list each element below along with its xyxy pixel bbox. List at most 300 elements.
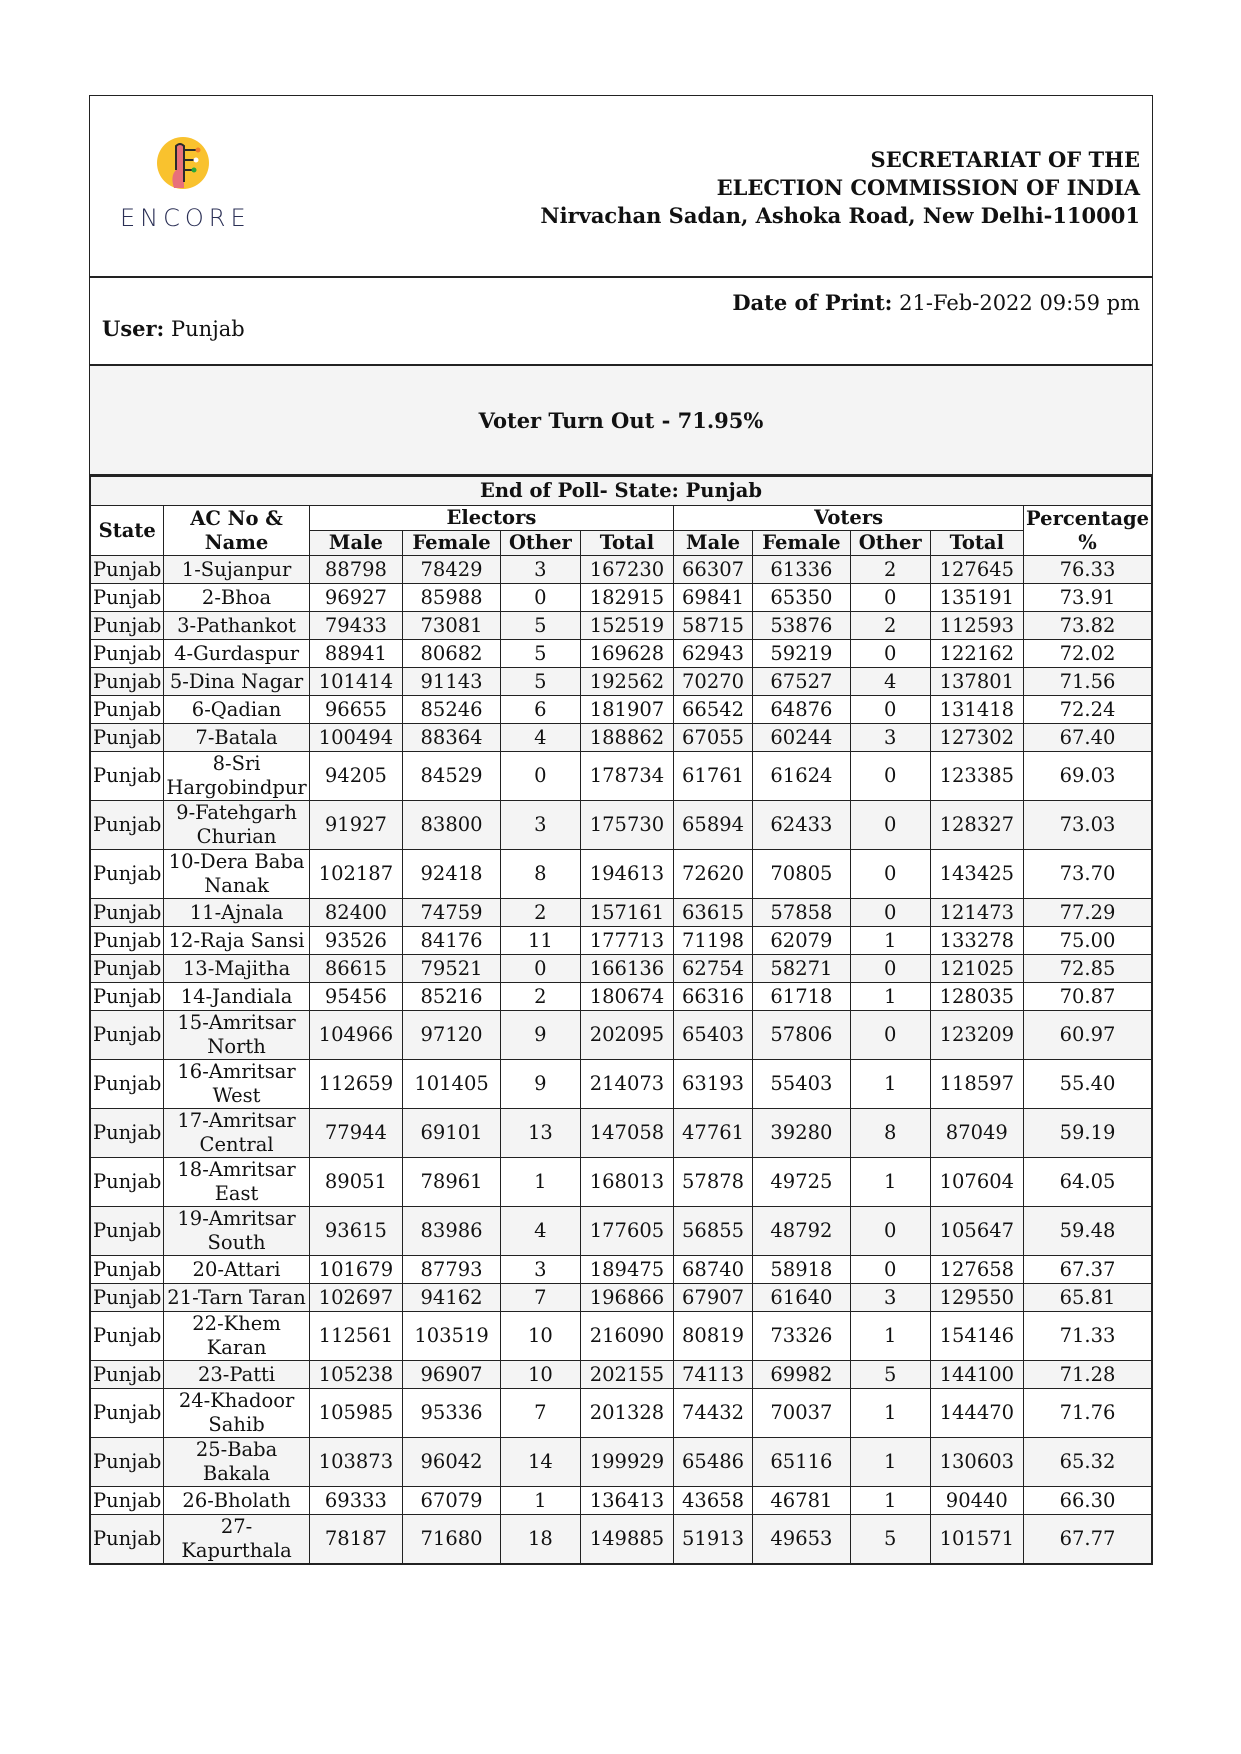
cell-electors-female: 83800 xyxy=(403,801,501,850)
print-date-label: Date of Print: xyxy=(732,290,893,315)
table-row xyxy=(91,640,1152,668)
table-row xyxy=(91,955,1152,983)
cell-voters-male: 65894 xyxy=(674,801,753,850)
table-row xyxy=(91,1256,1152,1284)
cell-ac-name: 15-Amritsar North xyxy=(164,1011,309,1060)
cell-state: Punjab xyxy=(91,724,164,752)
cell-state: Punjab xyxy=(91,899,164,927)
cell-voters-total: 101571 xyxy=(930,1515,1023,1564)
cell-voters-male: 63193 xyxy=(674,1060,753,1109)
cell-voters-other: 0 xyxy=(850,696,930,724)
cell-voters-total: 121473 xyxy=(930,899,1023,927)
cell-voters-female: 69982 xyxy=(752,1361,850,1389)
cell-voters-female: 60244 xyxy=(752,724,850,752)
cell-voters-total: 143425 xyxy=(930,850,1023,899)
table-row xyxy=(91,584,1152,612)
table-row xyxy=(91,1109,1152,1158)
cell-electors-total: 202095 xyxy=(580,1011,673,1060)
table-row xyxy=(91,983,1152,1011)
cell-electors-other: 14 xyxy=(500,1438,580,1487)
cell-electors-total: 169628 xyxy=(580,640,673,668)
cell-electors-male: 112561 xyxy=(309,1312,402,1361)
cell-voters-female: 73326 xyxy=(752,1312,850,1361)
cell-voters-male: 57878 xyxy=(674,1158,753,1207)
cell-voters-female: 49653 xyxy=(752,1515,850,1564)
cell-electors-other: 0 xyxy=(500,955,580,983)
cell-voters-other: 0 xyxy=(850,850,930,899)
cell-voters-other: 0 xyxy=(850,1011,930,1060)
cell-electors-male: 93615 xyxy=(309,1207,402,1256)
table-row xyxy=(91,1515,1152,1564)
cell-state: Punjab xyxy=(91,696,164,724)
encore-logo-icon xyxy=(156,136,210,190)
cell-percentage: 71.28 xyxy=(1024,1361,1152,1389)
cell-state: Punjab xyxy=(91,1361,164,1389)
cell-voters-male: 47761 xyxy=(674,1109,753,1158)
cell-ac-name: 23-Patti xyxy=(164,1361,309,1389)
cell-voters-female: 49725 xyxy=(752,1158,850,1207)
cell-voters-male: 56855 xyxy=(674,1207,753,1256)
cell-electors-total: 199929 xyxy=(580,1438,673,1487)
cell-electors-female: 101405 xyxy=(403,1060,501,1109)
cell-percentage: 59.48 xyxy=(1024,1207,1152,1256)
cell-electors-male: 77944 xyxy=(309,1109,402,1158)
cell-electors-male: 100494 xyxy=(309,724,402,752)
table-row xyxy=(91,899,1152,927)
cell-voters-female: 62079 xyxy=(752,927,850,955)
cell-state: Punjab xyxy=(91,801,164,850)
cell-electors-total: 214073 xyxy=(580,1060,673,1109)
cell-electors-other: 4 xyxy=(500,724,580,752)
print-date xyxy=(732,290,1140,315)
cell-ac-name: 6-Qadian xyxy=(164,696,309,724)
header-electors-female: Female xyxy=(403,531,501,556)
cell-voters-other: 3 xyxy=(850,1284,930,1312)
cell-voters-male: 70270 xyxy=(674,668,753,696)
cell-voters-male: 67055 xyxy=(674,724,753,752)
cell-state: Punjab xyxy=(91,1060,164,1109)
header-electors: Electors xyxy=(309,506,673,531)
cell-percentage: 72.02 xyxy=(1024,640,1152,668)
cell-state: Punjab xyxy=(91,752,164,801)
cell-voters-total: 130603 xyxy=(930,1438,1023,1487)
cell-voters-male: 62943 xyxy=(674,640,753,668)
cell-electors-male: 112659 xyxy=(309,1060,402,1109)
cell-percentage: 71.33 xyxy=(1024,1312,1152,1361)
cell-state: Punjab xyxy=(91,983,164,1011)
cell-ac-name: 17-Amritsar Central xyxy=(164,1109,309,1158)
cell-percentage: 73.82 xyxy=(1024,612,1152,640)
cell-voters-female: 61624 xyxy=(752,752,850,801)
cell-voters-total: 107604 xyxy=(930,1158,1023,1207)
report-frame xyxy=(89,95,1153,1565)
cell-state: Punjab xyxy=(91,1284,164,1312)
cell-ac-name: 25-Baba Bakala xyxy=(164,1438,309,1487)
cell-electors-female: 95336 xyxy=(403,1389,501,1438)
cell-electors-total: 168013 xyxy=(580,1158,673,1207)
cell-electors-other: 4 xyxy=(500,1207,580,1256)
cell-electors-other: 5 xyxy=(500,668,580,696)
cell-state: Punjab xyxy=(91,1487,164,1515)
cell-voters-total: 122162 xyxy=(930,640,1023,668)
cell-electors-female: 67079 xyxy=(403,1487,501,1515)
cell-electors-male: 96927 xyxy=(309,584,402,612)
cell-voters-total: 144470 xyxy=(930,1389,1023,1438)
cell-voters-female: 61718 xyxy=(752,983,850,1011)
cell-electors-total: 192562 xyxy=(580,668,673,696)
cell-electors-female: 78429 xyxy=(403,556,501,584)
cell-voters-female: 48792 xyxy=(752,1207,850,1256)
header-electors-total: Total xyxy=(580,531,673,556)
cell-voters-total: 127302 xyxy=(930,724,1023,752)
user-info xyxy=(102,316,245,341)
cell-percentage: 67.40 xyxy=(1024,724,1152,752)
cell-ac-name: 20-Attari xyxy=(164,1256,309,1284)
cell-electors-other: 0 xyxy=(500,584,580,612)
cell-electors-total: 175730 xyxy=(580,801,673,850)
cell-electors-total: 180674 xyxy=(580,983,673,1011)
cell-voters-other: 1 xyxy=(850,1312,930,1361)
cell-ac-name: 1-Sujanpur xyxy=(164,556,309,584)
cell-voters-male: 43658 xyxy=(674,1487,753,1515)
cell-electors-female: 85216 xyxy=(403,983,501,1011)
cell-percentage: 72.24 xyxy=(1024,696,1152,724)
cell-voters-female: 46781 xyxy=(752,1487,850,1515)
table-row xyxy=(91,1011,1152,1060)
cell-voters-male: 66307 xyxy=(674,556,753,584)
header-electors-male: Male xyxy=(309,531,402,556)
cell-electors-other: 7 xyxy=(500,1389,580,1438)
cell-state: Punjab xyxy=(91,927,164,955)
cell-ac-name: 21-Tarn Taran xyxy=(164,1284,309,1312)
logo xyxy=(120,136,250,232)
cell-ac-name: 12-Raja Sansi xyxy=(164,927,309,955)
cell-percentage: 71.76 xyxy=(1024,1389,1152,1438)
cell-ac-name: 24-Khadoor Sahib xyxy=(164,1389,309,1438)
cell-percentage: 76.33 xyxy=(1024,556,1152,584)
cell-electors-total: 166136 xyxy=(580,955,673,983)
cell-electors-male: 94205 xyxy=(309,752,402,801)
cell-electors-total: 202155 xyxy=(580,1361,673,1389)
header-state: State xyxy=(91,506,164,556)
cell-voters-other: 1 xyxy=(850,1438,930,1487)
table-body xyxy=(91,556,1152,1564)
table-row xyxy=(91,801,1152,850)
cell-percentage: 72.85 xyxy=(1024,955,1152,983)
cell-voters-total: 105647 xyxy=(930,1207,1023,1256)
user-label: User: xyxy=(102,316,165,341)
header-voters-female: Female xyxy=(752,531,850,556)
cell-voters-male: 62754 xyxy=(674,955,753,983)
cell-electors-total: 136413 xyxy=(580,1487,673,1515)
cell-voters-male: 74432 xyxy=(674,1389,753,1438)
cell-electors-total: 194613 xyxy=(580,850,673,899)
cell-voters-total: 127658 xyxy=(930,1256,1023,1284)
cell-voters-other: 1 xyxy=(850,1389,930,1438)
cell-voters-female: 57858 xyxy=(752,899,850,927)
cell-electors-female: 79521 xyxy=(403,955,501,983)
poll-table xyxy=(90,476,1152,1564)
cell-electors-female: 96042 xyxy=(403,1438,501,1487)
cell-voters-male: 69841 xyxy=(674,584,753,612)
cell-voters-female: 61640 xyxy=(752,1284,850,1312)
cell-voters-male: 80819 xyxy=(674,1312,753,1361)
cell-voters-total: 133278 xyxy=(930,927,1023,955)
cell-electors-total: 188862 xyxy=(580,724,673,752)
cell-state: Punjab xyxy=(91,612,164,640)
cell-electors-female: 92418 xyxy=(403,850,501,899)
cell-electors-other: 13 xyxy=(500,1109,580,1158)
cell-state: Punjab xyxy=(91,1256,164,1284)
cell-voters-other: 5 xyxy=(850,1361,930,1389)
cell-state: Punjab xyxy=(91,1011,164,1060)
cell-ac-name: 22-Khem Karan xyxy=(164,1312,309,1361)
cell-percentage: 66.30 xyxy=(1024,1487,1152,1515)
cell-electors-other: 0 xyxy=(500,752,580,801)
table-row xyxy=(91,752,1152,801)
cell-electors-other: 3 xyxy=(500,801,580,850)
cell-electors-total: 189475 xyxy=(580,1256,673,1284)
cell-voters-male: 66542 xyxy=(674,696,753,724)
cell-electors-other: 18 xyxy=(500,1515,580,1564)
cell-percentage: 59.19 xyxy=(1024,1109,1152,1158)
cell-state: Punjab xyxy=(91,1109,164,1158)
cell-voters-other: 0 xyxy=(850,1207,930,1256)
table-row xyxy=(91,1487,1152,1515)
voter-turnout-banner: Voter Turn Out - 71.95% xyxy=(90,366,1152,476)
cell-voters-other: 2 xyxy=(850,612,930,640)
cell-voters-female: 70805 xyxy=(752,850,850,899)
cell-electors-male: 89051 xyxy=(309,1158,402,1207)
table-row xyxy=(91,1060,1152,1109)
cell-electors-female: 97120 xyxy=(403,1011,501,1060)
cell-state: Punjab xyxy=(91,668,164,696)
cell-voters-male: 51913 xyxy=(674,1515,753,1564)
cell-electors-total: 178734 xyxy=(580,752,673,801)
table-caption: End of Poll- State: Punjab xyxy=(91,477,1152,506)
table-row xyxy=(91,927,1152,955)
cell-voters-other: 8 xyxy=(850,1109,930,1158)
cell-percentage: 55.40 xyxy=(1024,1060,1152,1109)
cell-voters-female: 67527 xyxy=(752,668,850,696)
cell-electors-total: 177605 xyxy=(580,1207,673,1256)
cell-state: Punjab xyxy=(91,640,164,668)
cell-percentage: 73.03 xyxy=(1024,801,1152,850)
cell-electors-male: 86615 xyxy=(309,955,402,983)
cell-electors-female: 69101 xyxy=(403,1109,501,1158)
cell-voters-female: 61336 xyxy=(752,556,850,584)
cell-percentage: 65.81 xyxy=(1024,1284,1152,1312)
header-voters: Voters xyxy=(674,506,1024,531)
cell-electors-male: 101414 xyxy=(309,668,402,696)
cell-voters-male: 63615 xyxy=(674,899,753,927)
cell-voters-total: 90440 xyxy=(930,1487,1023,1515)
cell-voters-total: 144100 xyxy=(930,1361,1023,1389)
cell-percentage: 77.29 xyxy=(1024,899,1152,927)
cell-ac-name: 13-Majitha xyxy=(164,955,309,983)
cell-voters-total: 121025 xyxy=(930,955,1023,983)
cell-electors-total: 182915 xyxy=(580,584,673,612)
header-voters-male: Male xyxy=(674,531,753,556)
cell-electors-other: 10 xyxy=(500,1361,580,1389)
cell-voters-total: 128327 xyxy=(930,801,1023,850)
cell-voters-male: 65403 xyxy=(674,1011,753,1060)
cell-electors-total: 181907 xyxy=(580,696,673,724)
cell-electors-total: 201328 xyxy=(580,1389,673,1438)
table-row xyxy=(91,1158,1152,1207)
cell-electors-female: 88364 xyxy=(403,724,501,752)
cell-percentage: 67.77 xyxy=(1024,1515,1152,1564)
cell-ac-name: 18-Amritsar East xyxy=(164,1158,309,1207)
cell-voters-total: 128035 xyxy=(930,983,1023,1011)
cell-electors-female: 78961 xyxy=(403,1158,501,1207)
cell-voters-male: 58715 xyxy=(674,612,753,640)
table-row xyxy=(91,696,1152,724)
cell-electors-male: 88941 xyxy=(309,640,402,668)
cell-voters-female: 59219 xyxy=(752,640,850,668)
cell-electors-total: 216090 xyxy=(580,1312,673,1361)
cell-state: Punjab xyxy=(91,850,164,899)
cell-voters-total: 131418 xyxy=(930,696,1023,724)
cell-electors-other: 8 xyxy=(500,850,580,899)
cell-voters-female: 55403 xyxy=(752,1060,850,1109)
cell-state: Punjab xyxy=(91,584,164,612)
cell-state: Punjab xyxy=(91,1312,164,1361)
cell-voters-other: 4 xyxy=(850,668,930,696)
cell-voters-other: 3 xyxy=(850,724,930,752)
cell-ac-name: 7-Batala xyxy=(164,724,309,752)
cell-ac-name: 5-Dina Nagar xyxy=(164,668,309,696)
cell-electors-total: 196866 xyxy=(580,1284,673,1312)
cell-ac-name: 14-Jandiala xyxy=(164,983,309,1011)
cell-voters-total: 123385 xyxy=(930,752,1023,801)
table-row xyxy=(91,1284,1152,1312)
cell-percentage: 65.32 xyxy=(1024,1438,1152,1487)
cell-voters-other: 1 xyxy=(850,1158,930,1207)
cell-voters-other: 1 xyxy=(850,1060,930,1109)
cell-electors-other: 3 xyxy=(500,1256,580,1284)
cell-voters-other: 1 xyxy=(850,1487,930,1515)
table-row xyxy=(91,612,1152,640)
cell-percentage: 69.03 xyxy=(1024,752,1152,801)
cell-electors-female: 80682 xyxy=(403,640,501,668)
cell-voters-total: 135191 xyxy=(930,584,1023,612)
cell-electors-total: 147058 xyxy=(580,1109,673,1158)
cell-state: Punjab xyxy=(91,1207,164,1256)
header-electors-other: Other xyxy=(500,531,580,556)
cell-ac-name: 4-Gurdaspur xyxy=(164,640,309,668)
cell-percentage: 67.37 xyxy=(1024,1256,1152,1284)
cell-voters-male: 74113 xyxy=(674,1361,753,1389)
cell-electors-other: 2 xyxy=(500,983,580,1011)
header-voters-other: Other xyxy=(850,531,930,556)
cell-voters-other: 1 xyxy=(850,983,930,1011)
cell-electors-female: 91143 xyxy=(403,668,501,696)
cell-voters-total: 123209 xyxy=(930,1011,1023,1060)
cell-voters-female: 70037 xyxy=(752,1389,850,1438)
cell-voters-female: 65350 xyxy=(752,584,850,612)
cell-electors-male: 102697 xyxy=(309,1284,402,1312)
cell-voters-female: 64876 xyxy=(752,696,850,724)
cell-percentage: 73.70 xyxy=(1024,850,1152,899)
cell-electors-male: 101679 xyxy=(309,1256,402,1284)
cell-electors-female: 73081 xyxy=(403,612,501,640)
cell-ac-name: 9-Fatehgarh Churian xyxy=(164,801,309,850)
header-percentage: Percentage % xyxy=(1024,506,1152,556)
cell-voters-female: 39280 xyxy=(752,1109,850,1158)
cell-electors-other: 11 xyxy=(500,927,580,955)
cell-electors-male: 78187 xyxy=(309,1515,402,1564)
cell-percentage: 64.05 xyxy=(1024,1158,1152,1207)
cell-voters-total: 87049 xyxy=(930,1109,1023,1158)
cell-electors-other: 9 xyxy=(500,1011,580,1060)
cell-electors-other: 2 xyxy=(500,899,580,927)
cell-electors-female: 87793 xyxy=(403,1256,501,1284)
cell-voters-male: 68740 xyxy=(674,1256,753,1284)
cell-ac-name: 19-Amritsar South xyxy=(164,1207,309,1256)
cell-electors-total: 149885 xyxy=(580,1515,673,1564)
cell-electors-male: 96655 xyxy=(309,696,402,724)
cell-electors-other: 6 xyxy=(500,696,580,724)
cell-ac-name: 2-Bhoa xyxy=(164,584,309,612)
cell-electors-male: 69333 xyxy=(309,1487,402,1515)
cell-voters-total: 127645 xyxy=(930,556,1023,584)
cell-voters-male: 65486 xyxy=(674,1438,753,1487)
cell-voters-female: 58271 xyxy=(752,955,850,983)
table-row xyxy=(91,1312,1152,1361)
cell-voters-other: 0 xyxy=(850,1256,930,1284)
table-row xyxy=(91,1361,1152,1389)
cell-ac-name: 10-Dera Baba Nanak xyxy=(164,850,309,899)
cell-electors-male: 91927 xyxy=(309,801,402,850)
cell-ac-name: 3-Pathankot xyxy=(164,612,309,640)
cell-voters-other: 1 xyxy=(850,927,930,955)
cell-electors-total: 167230 xyxy=(580,556,673,584)
cell-electors-female: 83986 xyxy=(403,1207,501,1256)
cell-voters-male: 66316 xyxy=(674,983,753,1011)
user-value: Punjab xyxy=(171,317,245,341)
cell-electors-male: 103873 xyxy=(309,1438,402,1487)
cell-electors-male: 104966 xyxy=(309,1011,402,1060)
cell-electors-total: 152519 xyxy=(580,612,673,640)
cell-voters-total: 129550 xyxy=(930,1284,1023,1312)
cell-electors-male: 105985 xyxy=(309,1389,402,1438)
cell-percentage: 71.56 xyxy=(1024,668,1152,696)
cell-electors-female: 84529 xyxy=(403,752,501,801)
cell-voters-total: 154146 xyxy=(930,1312,1023,1361)
table-row xyxy=(91,850,1152,899)
cell-voters-other: 0 xyxy=(850,640,930,668)
table-row xyxy=(91,724,1152,752)
cell-voters-other: 0 xyxy=(850,899,930,927)
cell-electors-total: 157161 xyxy=(580,899,673,927)
cell-ac-name: 16-Amritsar West xyxy=(164,1060,309,1109)
table-row xyxy=(91,1389,1152,1438)
cell-percentage: 75.00 xyxy=(1024,927,1152,955)
org-line-1: SECRETARIAT OF THE xyxy=(870,147,1140,172)
cell-voters-male: 71198 xyxy=(674,927,753,955)
cell-state: Punjab xyxy=(91,1515,164,1564)
cell-voters-male: 61761 xyxy=(674,752,753,801)
cell-voters-other: 5 xyxy=(850,1515,930,1564)
cell-electors-female: 103519 xyxy=(403,1312,501,1361)
cell-electors-other: 5 xyxy=(500,640,580,668)
cell-ac-name: 8-Sri Hargobindpur xyxy=(164,752,309,801)
cell-electors-female: 94162 xyxy=(403,1284,501,1312)
cell-electors-male: 95456 xyxy=(309,983,402,1011)
cell-electors-other: 1 xyxy=(500,1158,580,1207)
cell-electors-other: 5 xyxy=(500,612,580,640)
